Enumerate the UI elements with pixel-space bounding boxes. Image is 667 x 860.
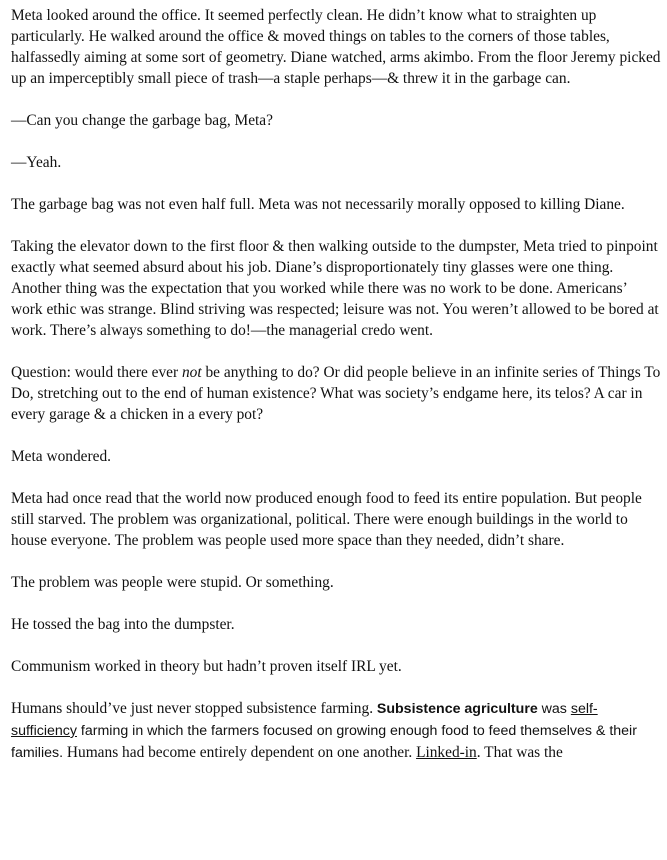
paragraph: Meta had once read that the world now produced enough food to feed its entire population. But people still starved. The problem was organizational, political. There were enough buildings in the world to house everyone. The problem was people used more space than they needed, didn’t share.: [11, 490, 642, 549]
paragraph: He tossed the bag into the dumpster.: [11, 616, 235, 633]
question-paragraph: [11, 362, 661, 425]
definition-text: farming in which the farmers focused on growing enough food to feed themselves & their families.: [11, 723, 637, 761]
paragraph: The garbage bag was not even half full. Meta was not necessarily morally opposed to killing Diane.: [11, 196, 625, 213]
paragraph: —Yeah.: [11, 154, 62, 171]
final-paragraph: [11, 698, 661, 764]
paragraph: Meta looked around the office. It seemed perfectly clean. He didn’t know what to straighten up particularly. He walked around the office & moved things on tables to the corners of those tables, halfassedly aiming at some sort of geometry. Diane watched, arms akimbo. From the floor Jeremy picked up an imperceptibly small piece of trash—a staple perhaps—& threw it in the garbage can.: [11, 7, 661, 87]
final-end: . That was the: [476, 744, 563, 761]
paragraph: Meta wondered.: [11, 448, 112, 465]
paragraph: The problem was people were stupid. Or something.: [11, 574, 334, 591]
final-tail: Humans had become entirely dependent on one another.: [63, 744, 417, 761]
definition-text: was: [537, 701, 571, 717]
question-text-before: Question: would there ever: [11, 364, 182, 381]
bold-term: Subsistence agriculture: [376, 701, 538, 717]
self-sufficiency-link[interactable]: self-sufficiency: [11, 701, 598, 739]
paragraph: Taking the elevator down to the first floor & then walking outside to the dumpster, Meta tried to pinpoint exactly what seemed absurd about his job. Diane’s disproportionately tiny glasses were one thing. Another thing was the expectation that you worked while there was no work to be done. Americans’ work ethic was strange. Blind striving was respected; leisure was not. You weren’t allowed to be bored at work. There’s always something to do!—the managerial credo went.: [11, 238, 659, 339]
question-emphasis: not: [181, 364, 202, 381]
document-body: [11, 5, 661, 785]
final-intro: Humans should’ve just never stopped subsistence farming.: [11, 700, 377, 717]
paragraph: —Can you change the garbage bag, Meta?: [11, 112, 273, 129]
question-text-after: be anything to do? Or did people believe in an infinite series of Things To Do, stretching out to the end of human existence? What was society’s endgame here, its telos? A car in every garage & a chicken in a every pot?: [11, 364, 661, 423]
linked-in-link[interactable]: Linked-in: [416, 744, 477, 761]
paragraph: Communism worked in theory but hadn’t proven itself IRL yet.: [11, 658, 402, 675]
